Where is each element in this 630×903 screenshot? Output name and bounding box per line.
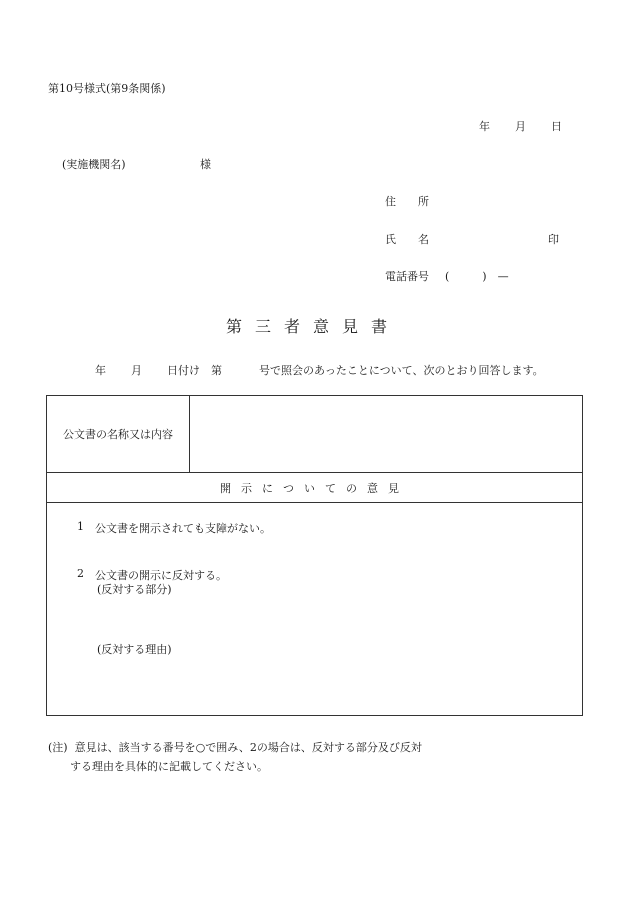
opinion-header-char: 意 [367,481,378,495]
opinion-header-char: 見 [388,481,399,495]
recipient-honorific: 様 [200,158,211,171]
option-2-text: 公文書の開示に反対する。 [95,569,227,582]
footnote-line-2: する理由を具体的に記載してください。 [70,760,268,773]
objection-reason-label: (反対する理由) [97,643,172,656]
phone-label: 電話番号 [385,270,429,283]
footnote-prefix: (注) [48,741,68,754]
opinion-header-char: い [304,481,315,495]
title-char: 意 [313,317,330,336]
date-month: 月 [515,120,526,133]
objection-part-label: (反対する部分) [97,583,172,596]
footnote-line-1: 意見は、該当する番号を○で囲み、2の場合は、反対する部分及び反対 [74,741,422,754]
phone-format: ( ) — [445,270,509,283]
recipient-label: (実施機関名) [62,158,126,171]
title-char: 見 [342,317,359,336]
intro-month: 月 [131,364,142,377]
opinion-header-char: て [325,481,336,495]
opinion-header-char: の [346,481,357,495]
seal-mark: 印 [548,233,559,246]
option-1-number[interactable]: 1 [77,520,84,533]
title-char: 書 [371,317,388,336]
document-title [226,314,400,337]
opinion-form-table [46,395,583,716]
option-2-number[interactable]: 2 [77,567,84,580]
address-label: 住 所 [385,195,429,208]
title-char: 者 [284,317,301,336]
opinion-header-char: に [262,481,273,495]
opinion-header-char: 示 [241,481,252,495]
intro-dai: 第 [211,364,222,377]
date-day: 日 [551,120,562,133]
opinion-header [47,473,583,503]
opinion-body[interactable] [47,503,583,716]
name-label: 氏 名 [385,233,429,246]
intro-day: 日付け [167,364,200,377]
date-year: 年 [479,120,490,133]
document-name-field[interactable] [190,396,583,473]
intro-rest: 号で照会のあったことについて、次のとおり回答します。 [259,364,544,377]
title-char: 三 [255,317,272,336]
intro-year: 年 [95,364,106,377]
document-name-label: 公文書の名称又は内容 [47,396,190,473]
title-char: 第 [226,317,243,336]
form-number: 第10号様式(第9条関係) [48,82,166,95]
option-1-text: 公文書を開示されても支障がない。 [95,522,271,535]
opinion-header-char: 開 [220,481,231,495]
opinion-header-char: つ [283,481,294,495]
footnote [48,738,488,776]
